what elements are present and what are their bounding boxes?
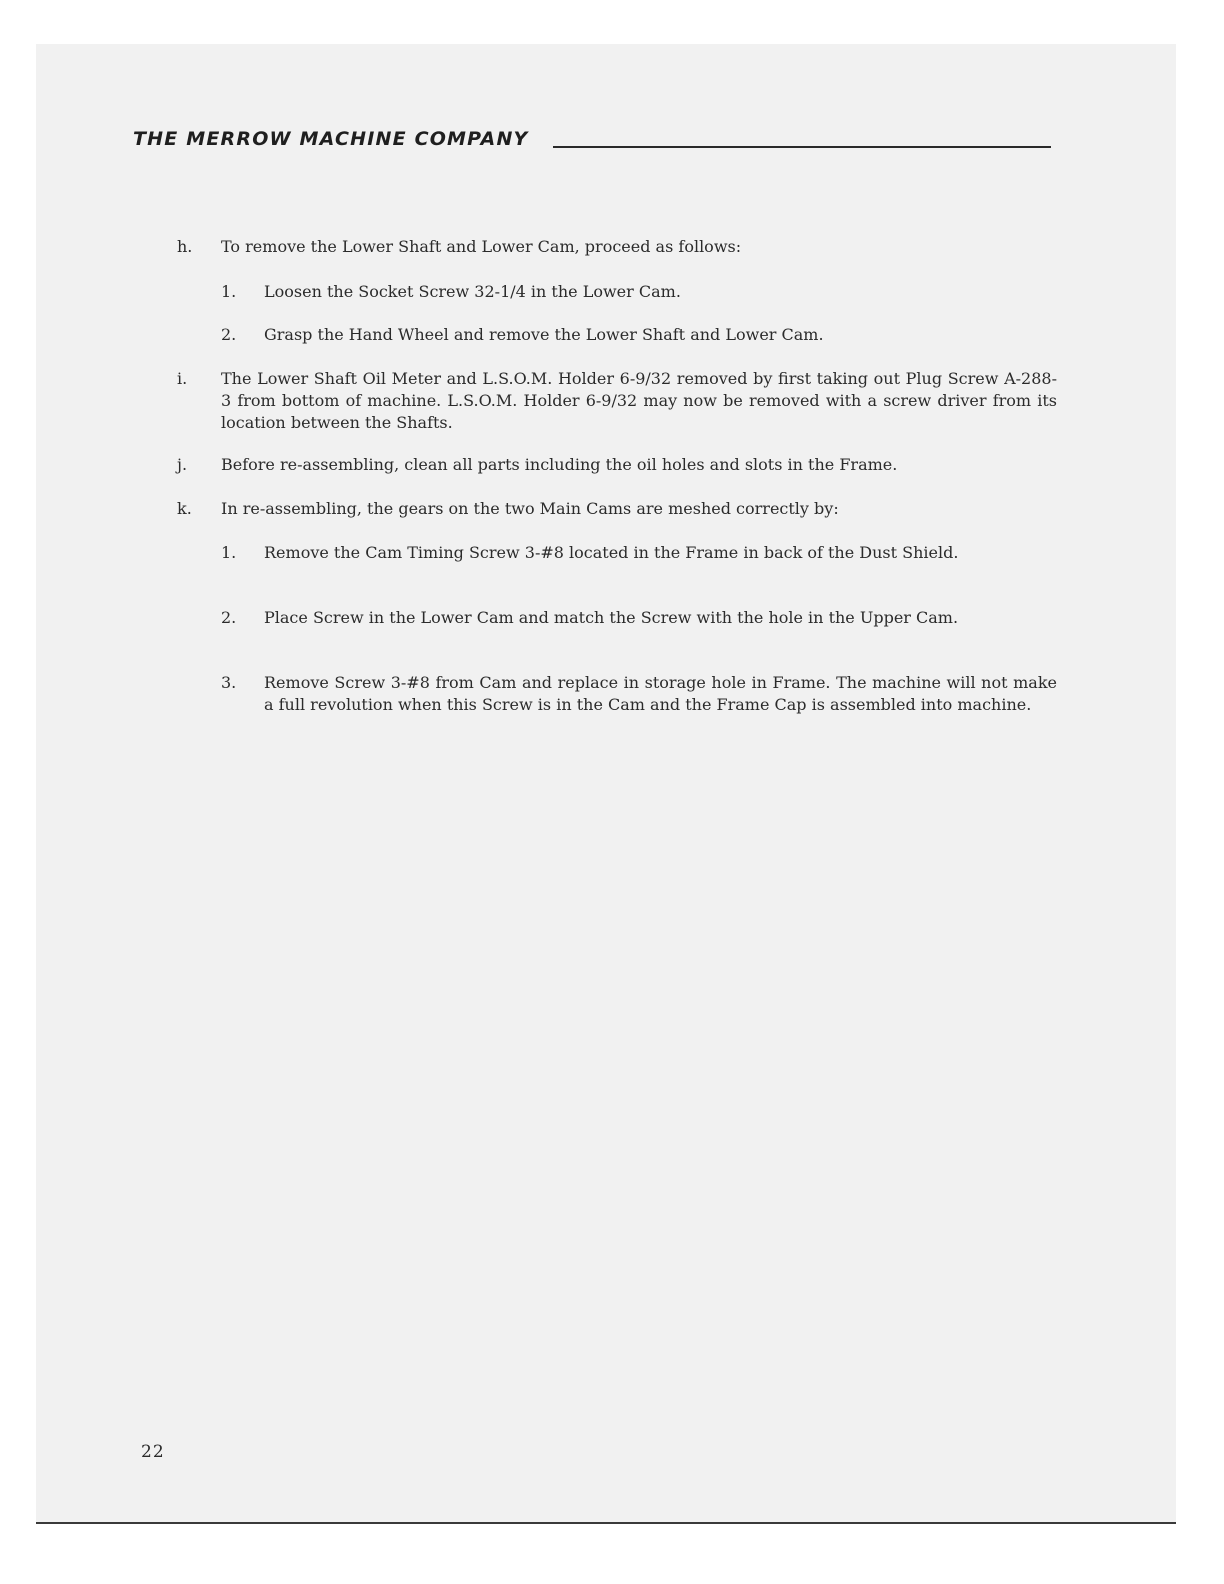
item-marker: 1. (221, 282, 237, 301)
page-bottom-edge (36, 1522, 1176, 1524)
item-marker: 1. (221, 543, 237, 562)
document-page (36, 44, 1176, 1522)
item-text: The Lower Shaft Oil Meter and L.S.O.M. Holder 6-9/32 removed by first taking out Plug Screw A-288-3 from bottom of machine. L.S.O.M. Holder 6-9/32 may now be removed with a screw driver from its location between the Shafts. (221, 369, 1057, 432)
item-text: Place Screw in the Lower Cam and match the Screw with the hole in the Upper Cam. (264, 608, 959, 627)
company-name: THE MERROW MACHINE COMPANY (133, 128, 529, 150)
item-marker: 2. (221, 608, 237, 627)
item-marker: 2. (221, 325, 237, 344)
page-number: 22 (141, 1442, 165, 1462)
item-marker: h. (177, 237, 193, 256)
item-marker: i. (177, 369, 188, 388)
item-text: Remove Screw 3-#8 from Cam and replace in storage hole in Frame. The machine will not make a full revolution when this Screw is in the Cam and the Frame Cap is assembled into machine. (264, 673, 1057, 714)
item-text: Before re-assembling, clean all parts including the oil holes and slots in the Frame. (221, 455, 898, 474)
item-text: In re-assembling, the gears on the two Main Cams are meshed correctly by: (221, 499, 839, 518)
item-text: To remove the Lower Shaft and Lower Cam, proceed as follows: (221, 237, 742, 256)
item-text: Remove the Cam Timing Screw 3-#8 located in the Frame in back of the Dust Shield. (264, 543, 959, 562)
item-text: Grasp the Hand Wheel and remove the Lower Shaft and Lower Cam. (264, 325, 824, 344)
item-marker: 3. (221, 673, 237, 692)
item-text: Loosen the Socket Screw 32-1/4 in the Lower Cam. (264, 282, 681, 301)
header-rule (553, 146, 1051, 148)
page-header (133, 128, 1051, 158)
item-marker: k. (177, 499, 192, 518)
item-marker: j. (177, 455, 188, 474)
